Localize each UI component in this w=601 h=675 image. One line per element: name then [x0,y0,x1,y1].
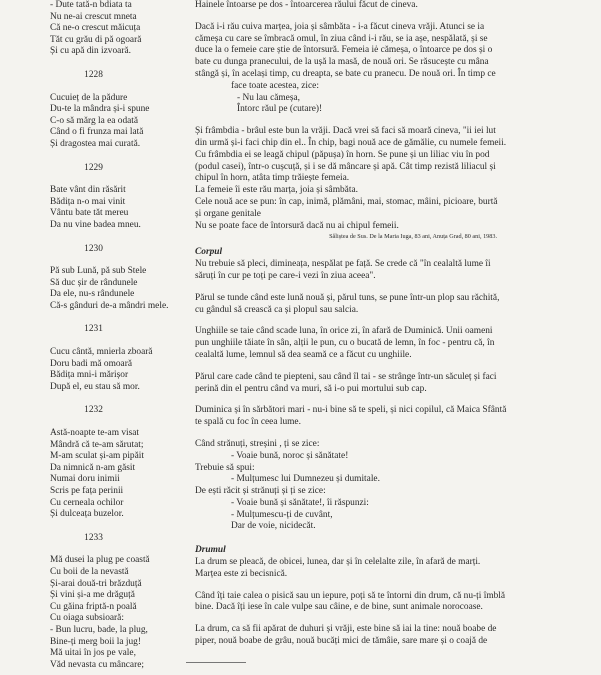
paragraph-line: perină din el pentru când va muri, să i-o pui mortului sub cap. [195,383,427,394]
verse-line: Cu boii de la nevastă [50,566,129,577]
verse-block [50,405,185,520]
paragraph-line: De ești răcit și strănuți și ți se zice: [195,486,326,497]
paragraph-line: La drum se pleacă, de obicei, lunea, dar și în celelalte zile, în afară de marți. [195,557,481,568]
dialogue-line: Dar de voie, nicidecăt. [231,521,316,532]
paragraph-line: bate cu dunga pranecului, de la ușă la masă, de nouă ori. Se răsucește cu mâna [195,57,489,68]
paragraph-line: La drum, ca să fii apărat de duhuri și vrăji, este bine să iai la tine: nouă boabe de [195,624,497,635]
paragraph-line: Părul se tunde când este lună nouă și, părul tuns, se pune într-un plop sau răchită, [195,292,500,303]
verse-line: Da ele, nu-s rândunele [50,289,135,300]
verse-line: - Bun lucru, bade, la plug, [50,624,148,635]
verse-block [50,0,185,58]
paragraph-line: Nu trebuie să pleci, dimineața, nespălat pe față. Se crede că "în cealaltă lume îi [195,259,491,270]
paragraph-line: Hainele întoarse pe dos - întoarcerea răului făcut de cineva. [195,0,418,10]
section-heading-drumul: Drumul [195,545,226,556]
paragraph-line: Când îți taie calea o pisică sau un iepure, poți să te întorni din drum, că nu-ți îmblă [195,590,506,601]
verse-line: C-o să mărg la ea odată [50,115,139,126]
verse-block [50,324,185,393]
verse-line: Cu cerneala ochilor [50,497,124,508]
verse-number: 1230 [84,243,103,254]
verse-line: Astă-noapte te-am visat [50,428,140,439]
dialogue-line: - Voaie bună, noroc și sănătate! [231,450,349,461]
paragraph-line: cealaltă lume, lemnul să dea seamă ce a făcut cu unghiile. [195,349,412,360]
verse-line: Și cu apă din izvoară. [50,46,131,57]
chant-line: Întorc răul pe (cutare)! [237,104,323,115]
paragraph [195,126,595,241]
paragraph-line: cu gândul să crească ca și plopul sau salcia. [195,304,359,315]
verse-line: Numai doru inimii [50,474,120,485]
verse-line: După el, eu stau să mor. [50,381,140,392]
verse-line: - Dute tată-n bdiata ta [50,0,132,10]
paragraph-line: Când strănuți, streșini , ți se zice: [195,438,320,449]
paragraph-line: Dacă i-i rău cuiva marțea, joia și sâmbăta - i-a făcut cineva vrăji. Atunci se ia [195,21,485,32]
paragraph-line: din urmă și-i faci chip din el.. În chip, bagi nouă ace de gămălie, cu numele femeii. [195,137,507,148]
verse-line: Mândră că te-am sărutat; [50,439,144,450]
verse-line: Să duc șir de rândunele [50,277,138,288]
paragraph-line: chipul în horn, atâta timp trăiește femeia. [195,173,350,184]
paragraph-line: Cele nouă ace se pun: în cap, inimă, plămâni, mai, stomac, mâini, picioare, burtă [195,196,498,207]
verse-line: Tăt cu grău di pă ogoară [50,34,142,45]
verses-column [50,0,185,671]
verse-number: 1229 [84,162,103,173]
verse-number: 1231 [84,324,103,335]
paragraph-line: bine. Dacă îți iese în cale vulpe sau câine, e de bine, sunt animale norocoase. [195,602,483,613]
verse-line: Că-s gânduri de-a mândri mele. [50,300,169,311]
verse-block [50,70,185,151]
verse-line: Mă uitai în jos pe vale, [50,648,136,659]
paragraph-line: Și frâmbdia - brâul este bun la vrăji. Dacă vrei să faci să moară cineva, "ii iei lut [195,126,496,137]
paragraph-line: La femeie îi este rău marța, joia și sâmbăta. [195,185,358,196]
verse-line: Scris pe fața perinii [50,486,124,496]
verse-line: Doru badi mă omoară [50,358,133,369]
verse-line: Și dragostea mai curată. [50,138,141,149]
verse-line: Da nu vine badea mneu. [50,219,141,230]
verse-line: Vântu bate tăt mereu [50,208,129,219]
paragraph-line: (podul casei), într-o cușcuță, și i se dă mâncare și apă. Cât timp rezistă liliacul și [195,161,496,172]
verse-line: Mă dusei la plug pe coastă [50,555,150,566]
paragraph-line: Duminica și în sărbători mari - nu-i bine să te speli, și nici copilul, că Maica Sfântă [195,405,507,416]
footnote-rule [186,662,246,663]
paragraph-line: săruți în cur pe toți pe care-i vezi în ziua aceea". [195,270,376,281]
verse-line: Și-arai două-tri brăzduță [50,578,142,589]
verse-line: Bine-ți merg boii la jug! [50,636,141,647]
verse-line: Văd nevasta cu mâncare; [50,659,144,670]
paragraph-line: cămeșa cu care se îmbracă omul, în ziua când i-i rău, se ia așe, nespălată, și se [195,33,488,44]
paragraph-line: Cu frâmbdia ei se leagă chipul (păpușa) în horn. Se pune și un liliac viu în pod [195,149,490,160]
verse-line: Du-te la mândra și-i spune [50,104,150,115]
prose-column [195,0,595,648]
paragraph-line: Unghiile se taie când scade luna, în orice zi, în afară de Duminică. Unii oameni [195,326,493,337]
paragraph-line: stângă și, în același timp, cu dreapta, se bate cu pranecu. De nouă ori. În timp ce [195,68,496,79]
paragraph-line: pun unghiile tăiate în sân, alții le pun, cu o bucată de lemn, în foc - pentru că, în [195,338,495,349]
verse-line: Cucu cântă, mnierla zboară [50,347,153,358]
verse-line: Că ne-o crescut măicuța [50,23,141,34]
chant-line: - Nu lau cămeșa, [237,92,300,103]
verse-line: Și vini și-a me drăguță [50,590,135,601]
verse-block [50,244,185,313]
dialogue-line: - Mulțumescu-ți de cuvânt, [231,509,333,520]
paragraph-line: Trebuie să spui: [195,462,255,473]
section-heading-corpul: Corpul [195,247,223,258]
verse-number: 1228 [84,69,103,80]
verse-line: Cu oiaga subsioară: [50,613,124,624]
verse-line: Și dulceața buzelor. [50,509,124,520]
paragraph-line: duce la o femeie care știe de întorsură. Femeia iė cămeșa, o întoarce pe dos și o [195,45,493,56]
dialogue-line: - Mulțumesc lui Dumnezeu și dumitale. [231,474,380,485]
verse-block [50,533,185,672]
verse-number: 1233 [84,532,103,543]
paragraph-line: piper, nouă boabe de grâu, nouă bucăți mici de tămâie, sare mare și o coajă de [195,636,488,647]
verse-line: Bădița n-o mai vinit [50,196,126,207]
verse-line: Pă sub Lună, pă sub Stele [50,266,147,277]
verse-block [50,163,185,232]
verse-line: Bate vânt din răsărit [50,185,126,196]
verse-number: 1232 [84,405,103,416]
paragraph-line: și organe genitale [195,208,261,219]
verse-line: Nu ne-ai crescut mneta [50,11,137,22]
paragraph [195,22,595,116]
verse-line: Cu găina friptă-n poală [50,601,137,612]
dialogue-line: - Voaie bună și sănătate!, îi răspunzi: [231,497,369,508]
paragraph-line: te spală cu foc în ceea lume. [195,417,301,428]
verse-line: Bădița mni-i mărișor [50,370,129,381]
source-citation: Săliștea de Sus. De la Maria Iuga, 83 ani, Anuța Grad, 80 ani, 1983. [329,233,497,241]
verse-line: M-am sculat și-am pipăit [50,451,144,462]
paragraph-line: Nu se poate face de întorsură dacă nu ai chipul femeii. [195,220,399,231]
paragraph-line: Părul care cade când te piepteni, sau când îl tai - se strânge într-un săculeț și faci [195,371,497,382]
verse-line: Când o fi frunza mai lată [50,127,144,138]
verse-line: Cucuieț de la pădure [50,92,128,103]
verse-line: Da nimnică n-am găsit [50,462,136,473]
paragraph-line: Marțea este zi becisnică. [195,568,288,579]
paragraph-line: face toate acestea, zice: [231,80,319,91]
